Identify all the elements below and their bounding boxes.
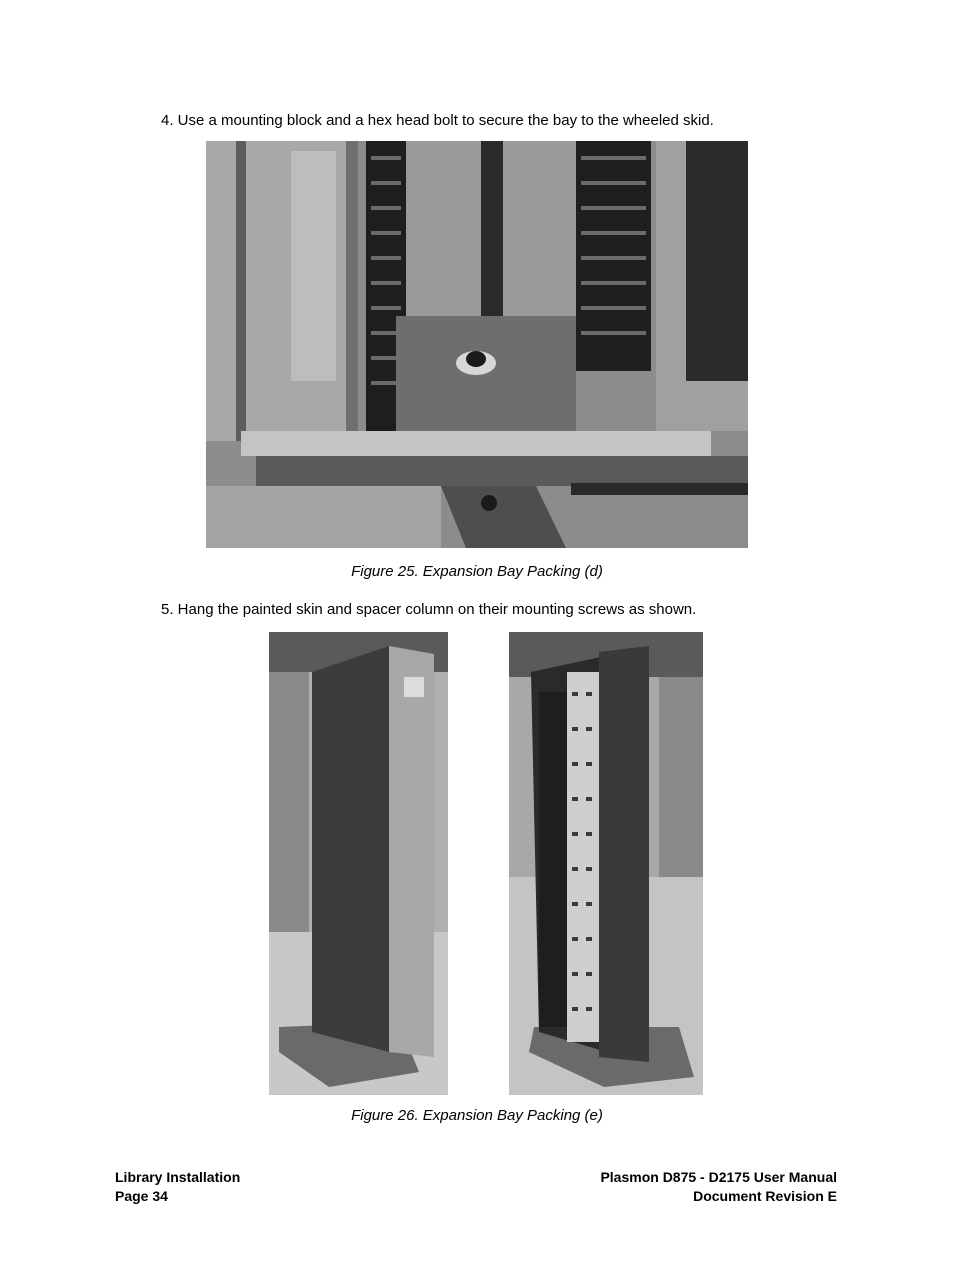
footer-section: Library Installation	[115, 1169, 241, 1185]
footer-left	[115, 1168, 240, 1206]
footer-manual-title: Plasmon D875 - D2175 User Manual	[600, 1169, 837, 1185]
figure-25-caption: Figure 25. Expansion Bay Packing (d)	[351, 563, 603, 580]
step-4-text: 4. Use a mounting block and a hex head bolt to secure the bay to the wheeled skid.	[161, 112, 714, 129]
figure-26-photo-left	[269, 632, 448, 1095]
figure-25-photo	[206, 141, 748, 548]
figure-26-photo-right	[509, 632, 703, 1095]
footer-revision: Document Revision E	[693, 1188, 837, 1204]
footer-right	[600, 1168, 837, 1206]
footer-page-number: Page 34	[115, 1188, 168, 1204]
figure-26-caption: Figure 26. Expansion Bay Packing (e)	[351, 1107, 603, 1124]
step-5-text: 5. Hang the painted skin and spacer column on their mounting screws as shown.	[161, 601, 697, 618]
